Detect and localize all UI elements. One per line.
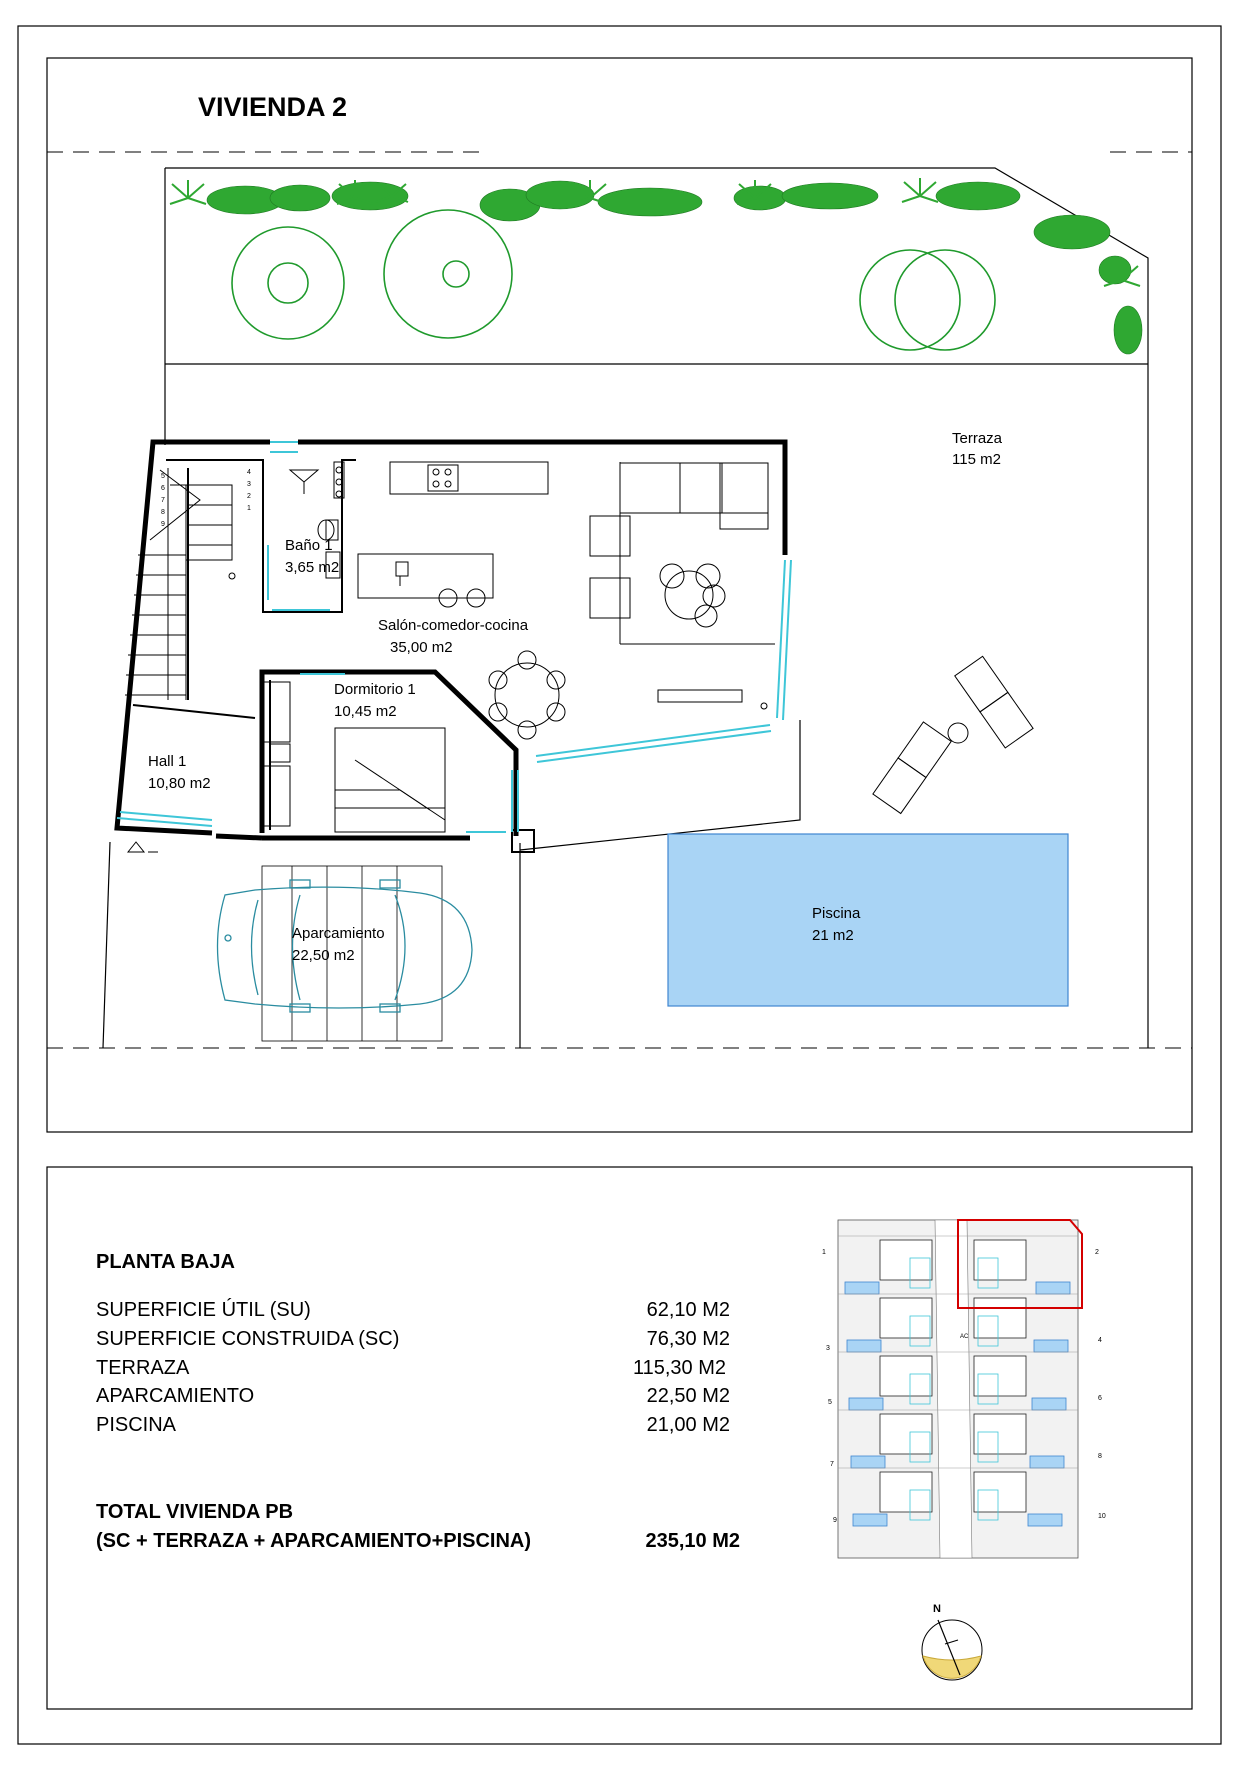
- north-compass: [922, 1603, 982, 1680]
- site-pool-left: [847, 1340, 881, 1352]
- site-house-right: [974, 1414, 1026, 1454]
- site-pool-right: [1036, 1282, 1070, 1294]
- north-label: N: [933, 1603, 941, 1615]
- summary-label-sc: SUPERFICIE CONSTRUIDA (SC): [96, 1328, 400, 1350]
- glazing: [117, 442, 791, 832]
- site-house-left: [880, 1472, 932, 1512]
- svg-text:9: 9: [833, 1517, 837, 1524]
- bano-label: Baño 1: [285, 537, 333, 554]
- svg-text:8: 8: [161, 509, 165, 516]
- svg-text:4: 4: [1098, 1337, 1102, 1344]
- site-pool-right: [1034, 1340, 1068, 1352]
- svg-text:4: 4: [247, 469, 251, 476]
- svg-text:6: 6: [1098, 1395, 1102, 1402]
- page-title: VIVIENDA 2: [198, 92, 348, 122]
- site-house-left: [880, 1356, 932, 1396]
- site-house-right: [974, 1356, 1026, 1396]
- summary-label-piscina: PISCINA: [96, 1414, 177, 1436]
- dormitorio-area: 10,45 m2: [334, 703, 397, 720]
- summary-value-su: 62,10 M2: [646, 1299, 730, 1321]
- summary-total-label-2: (SC + TERRAZA + APARCAMIENTO+PISCINA): [96, 1530, 532, 1552]
- sun-loungers: [873, 656, 1033, 813]
- summary-value-piscina: 21,00 M2: [646, 1414, 730, 1436]
- salon-label: Salón-comedor-cocina: [378, 617, 529, 634]
- dormitorio-label: Dormitorio 1: [334, 681, 416, 698]
- summary-total-value: 235,10 M2: [645, 1530, 740, 1552]
- hedge-vegetation: [207, 181, 1142, 354]
- site-plan: [822, 1220, 1106, 1558]
- svg-text:3: 3: [826, 1345, 830, 1352]
- svg-text:3: 3: [247, 481, 251, 488]
- site-house-right: [974, 1240, 1026, 1280]
- interior-walls: [133, 460, 534, 852]
- living-furniture: [590, 462, 775, 709]
- summary-value-sc: 76,30 M2: [646, 1328, 730, 1350]
- svg-text:2: 2: [247, 493, 251, 500]
- entrance-arrow: [128, 842, 144, 852]
- svg-text:8: 8: [1098, 1453, 1102, 1460]
- garden-trees: [232, 210, 995, 350]
- summary-label-terraza: TERRAZA: [96, 1357, 190, 1379]
- site-center-label: AC: [960, 1334, 969, 1340]
- svg-text:5: 5: [161, 473, 165, 480]
- aparcamiento-label: Aparcamiento: [292, 925, 385, 942]
- swimming-pool: [668, 834, 1068, 1006]
- aparcamiento-area: 22,50 m2: [292, 947, 355, 964]
- dining-table: [489, 651, 565, 739]
- site-pool-left: [853, 1514, 887, 1526]
- piscina-area: 21 m2: [812, 927, 854, 944]
- svg-text:9: 9: [161, 521, 165, 528]
- hall-label: Hall 1: [148, 753, 187, 770]
- svg-text:5: 5: [828, 1399, 832, 1406]
- site-pool-left: [851, 1456, 885, 1468]
- hall-area: 10,80 m2: [148, 775, 211, 792]
- summary-label-aparcamiento: APARCAMIENTO: [96, 1385, 255, 1407]
- car-outline: [218, 880, 473, 1012]
- svg-text:6: 6: [161, 485, 165, 492]
- site-pool-right: [1032, 1398, 1066, 1410]
- site-house-left: [880, 1240, 932, 1280]
- bano-area: 3,65 m2: [285, 559, 340, 576]
- piscina-label: Piscina: [812, 905, 861, 922]
- kitchen-fixtures: [358, 462, 548, 607]
- summary-value-terraza: 115,30 M2: [632, 1357, 726, 1379]
- site-house-right: [974, 1298, 1026, 1338]
- site-house-left: [880, 1414, 932, 1454]
- svg-text:2: 2: [1095, 1249, 1099, 1256]
- svg-text:7: 7: [830, 1461, 834, 1468]
- stair-step-numbers: [161, 469, 251, 528]
- summary-total-label-1: TOTAL VIVIENDA PB: [96, 1501, 294, 1523]
- svg-text:7: 7: [161, 497, 165, 504]
- salon-area: 35,00 m2: [390, 639, 453, 656]
- terraza-area: 115 m2: [952, 451, 1001, 468]
- site-pool-right: [1030, 1456, 1064, 1468]
- site-house-left: [880, 1298, 932, 1338]
- svg-text:1: 1: [822, 1249, 826, 1256]
- terraza-label: Terraza: [952, 430, 1003, 447]
- site-pool-right: [1028, 1514, 1062, 1526]
- summary-heading: PLANTA BAJA: [96, 1251, 235, 1273]
- site-house-right: [974, 1472, 1026, 1512]
- site-pool-left: [849, 1398, 883, 1410]
- site-pool-left: [845, 1282, 879, 1294]
- summary-value-aparcamiento: 22,50 M2: [646, 1385, 730, 1407]
- summary-label-su: SUPERFICIE ÚTIL (SU): [96, 1299, 311, 1321]
- svg-text:1: 1: [247, 505, 251, 512]
- svg-text:10: 10: [1098, 1513, 1106, 1520]
